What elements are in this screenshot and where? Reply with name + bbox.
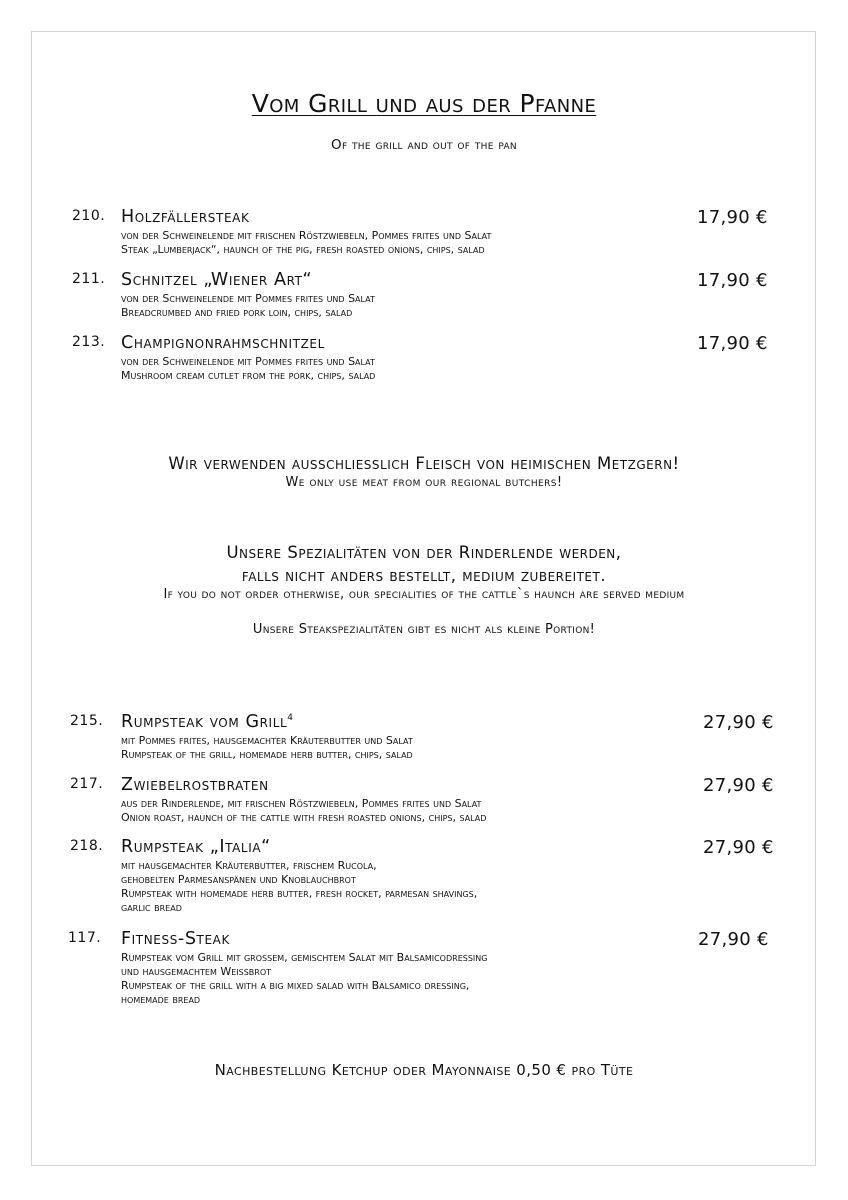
item-name: Champignonrahmschnitzel (121, 333, 325, 353)
item-number: 117. (68, 930, 102, 946)
item-name: Zwiebelrostbraten (121, 775, 269, 795)
special-notice-en: If you do not order otherwise, our specialities of the cattle`s haunch are served medium (163, 587, 685, 602)
item-name-text: Rumpsteak vom Grill (121, 712, 288, 732)
meat-notice-en: We only use meat from our regional butchers! (285, 475, 563, 490)
item-price: 27,90 € (703, 837, 774, 858)
item-description (121, 355, 375, 383)
item-name: Fitness-Steak (121, 929, 230, 949)
description-line-de: mit hausgemachter Kräuterbutter, frischem Rucola, (121, 859, 377, 872)
item-number: 211. (72, 271, 106, 287)
description-line-en: Onion roast, haunch of the cattle with fresh roasted onions, chips, salad (121, 811, 487, 824)
item-number: 210. (72, 208, 106, 224)
special-notice-de-line1: Unsere Spezialitäten von der Rinderlende werden, (226, 543, 622, 562)
page-subtitle: Of the grill and out of the pan (331, 137, 517, 153)
description-line-en: Rumpsteak of the grill with a big mixed salad with Balsamico dressing, (121, 979, 470, 992)
page-title: Vom Grill und aus der Pfanne (251, 89, 597, 118)
item-description (121, 797, 486, 825)
allergen-superscript: 4 (287, 713, 294, 724)
item-price: 17,90 € (697, 333, 768, 354)
item-description (121, 292, 375, 320)
footer-condiment-notice: Nachbestellung Ketchup oder Mayonnaise 0,50 € pro Tüte (214, 1061, 634, 1079)
item-price: 27,90 € (698, 929, 769, 950)
description-line-de: und hausgemachtem Weissbrot (121, 965, 272, 978)
item-number: 217. (70, 776, 104, 792)
item-description (121, 229, 491, 257)
description-line-en: Mushroom cream cutlet from the pork, chips, salad (121, 369, 376, 382)
description-line-en: Rumpsteak of the grill, homemade herb butter, chips, salad (121, 748, 413, 761)
item-name: Rumpsteak „Italia“ (121, 837, 271, 857)
description-line-de: von der Schweinelende mit Pommes frites und Salat (121, 355, 375, 368)
item-price: 17,90 € (697, 207, 768, 228)
portion-notice: Unsere Steakspezialitäten gibt es nicht als kleine Portion! (252, 622, 596, 637)
description-line-en: Rumpsteak with homemade herb butter, fresh rocket, parmesan shavings, (121, 887, 478, 900)
description-line-en: Steak „Lumberjack“, haunch of the pig, fresh roasted onions, chips, salad (121, 243, 485, 256)
item-price: 27,90 € (703, 712, 774, 733)
description-line-en: garlic bread (121, 901, 182, 914)
description-line-de: Rumpsteak vom Grill mit grossem, gemischtem Salat mit Balsamicodressing (121, 951, 488, 964)
description-line-de: aus der Rinderlende, mit frischen Röstzwiebeln, Pommes frites und Salat (121, 797, 482, 810)
item-price: 27,90 € (703, 775, 774, 796)
item-name: Holzfällersteak (121, 207, 250, 227)
item-price: 17,90 € (697, 270, 768, 291)
description-line-en: Breadcrumbed and fried pork loin, chips, salad (121, 306, 353, 319)
item-number: 213. (72, 334, 106, 350)
special-notice-de-line2: falls nicht anders bestellt, medium zubereitet. (241, 566, 607, 585)
description-line-de: mit Pommes frites, hausgemachter Kräuterbutter und Salat (121, 734, 413, 747)
item-name (121, 712, 294, 732)
item-number: 218. (70, 838, 104, 854)
description-line-de: gehobelten Parmesanspänen und Knoblauchbrot (121, 873, 356, 886)
item-name: Schnitzel „Wiener Art“ (121, 270, 313, 290)
item-description (121, 951, 487, 1007)
description-line-de: von der Schweinelende mit Pommes frites und Salat (121, 292, 375, 305)
meat-notice-de: Wir verwenden ausschliesslich Fleisch von heimischen Metzgern! (168, 454, 680, 473)
item-description (121, 734, 413, 762)
item-description (121, 859, 477, 915)
description-line-en: homemade bread (121, 993, 201, 1006)
description-line-de: von der Schweinelende mit frischen Röstzwiebeln, Pommes frites und Salat (121, 229, 492, 242)
item-number: 215. (70, 713, 104, 729)
